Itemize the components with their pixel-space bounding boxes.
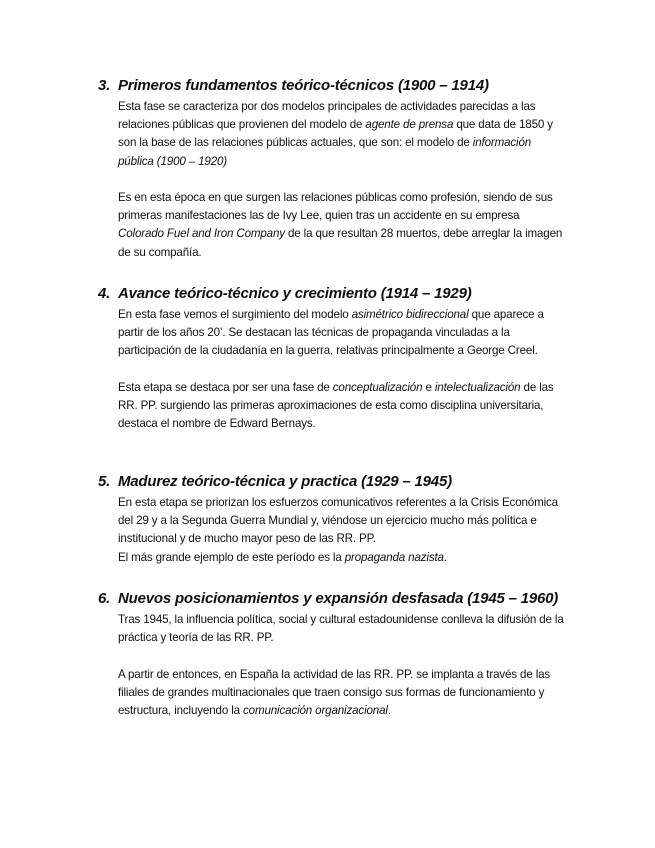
paragraph bbox=[118, 494, 568, 549]
paragraph bbox=[118, 379, 568, 434]
section-3 bbox=[98, 74, 568, 262]
text-run: que aparece a partir de los años 20’. Se destacan las técnicas de propaganda vinculadas a la participación de la ciudadanía en la guerra, relativas principalmente a George Creel. bbox=[118, 308, 544, 358]
text-run: . bbox=[387, 704, 391, 717]
text-run: e bbox=[422, 380, 435, 394]
text-run: Esta fase se caracteriza por dos modelos principales de actividades parecidas a las relaciones públicas que provienen del modelo de bbox=[118, 100, 536, 132]
text-run: . bbox=[443, 550, 447, 564]
text-run: En esta fase vemos el surgimiento del modelo bbox=[118, 308, 352, 321]
section-title: Avance teórico-técnico y crecimiento (1914 – 1929) bbox=[118, 285, 472, 302]
paragraph bbox=[118, 98, 568, 171]
section-body bbox=[118, 494, 568, 567]
text-run: que data de 1850 y son la base de las relaciones públicas actuales, que son: el modelo de bbox=[118, 118, 553, 150]
italic-text: propaganda nazista bbox=[344, 550, 444, 564]
italic-text: comunicación organizacional bbox=[243, 704, 388, 717]
text-run: Es en esta época en que surgen las relaciones públicas como profesión, siendo de sus primeras manifestaciones las de Ivy Lee, quien tras un accidente en su empresa bbox=[118, 191, 553, 223]
section-number: 6. bbox=[98, 590, 111, 607]
section-body bbox=[118, 611, 568, 720]
section-6 bbox=[98, 587, 568, 720]
paragraph bbox=[118, 549, 568, 567]
section-number: 5. bbox=[98, 473, 111, 490]
italic-text: información pública (1900 – 1920) bbox=[118, 136, 532, 168]
paragraph bbox=[118, 666, 568, 721]
text-run: Esta etapa se destaca por ser una fase de bbox=[118, 380, 333, 394]
text-run: Tras 1945, la influencia política, social y cultural estadounidense conlleva la difusión de la práctica y teoría de las RR. PP. bbox=[118, 613, 564, 645]
italic-text: asimétrico bidireccional bbox=[351, 308, 469, 321]
section-number: 4. bbox=[98, 285, 111, 302]
section-heading bbox=[98, 282, 568, 306]
italic-text: agente de prensa bbox=[365, 118, 454, 132]
section-title: Primeros fundamentos teórico-técnicos (1900 – 1914) bbox=[118, 77, 489, 94]
paragraph bbox=[118, 611, 568, 647]
section-4 bbox=[98, 282, 568, 433]
text-run: de las RR. PP. surgiendo las primeras aproximaciones de esta como disciplina universitaria, destaca el nombre de Edward Bernays. bbox=[118, 380, 554, 431]
italic-text: Colorado Fuel and Iron Company bbox=[118, 227, 285, 241]
section-heading bbox=[98, 470, 568, 494]
text-run: de la que resultan 28 muertos, debe arreglar la imagen de su compañía. bbox=[118, 227, 563, 259]
section-body bbox=[118, 306, 568, 433]
text-run: El más grande ejemplo de este período es la bbox=[118, 550, 345, 564]
section-5 bbox=[98, 470, 568, 567]
paragraph bbox=[118, 189, 568, 262]
paragraph bbox=[118, 306, 568, 361]
text-run: A partir de entonces, en España la actividad de las RR. PP. se implanta a través de las filiales de grandes multinacionales que traen consigo sus formas de funcionamiento y estructura, incluyendo la bbox=[118, 667, 551, 717]
text-run: En esta etapa se priorizan los esfuerzos comunicativos referentes a la Crisis Económica del 29 y a la Segunda Guerra Mundial y, viéndose un ejercicio mucho más política e institucional y de mucho mayor peso de las RR. PP. bbox=[118, 496, 558, 546]
section-heading bbox=[98, 587, 568, 611]
section-heading bbox=[98, 74, 568, 98]
section-title: Nuevos posicionamientos y expansión desfasada (1945 – 1960) bbox=[118, 590, 559, 607]
italic-text: conceptualización bbox=[332, 380, 423, 394]
section-body bbox=[118, 98, 568, 262]
section-title: Madurez teórico-técnica y practica (1929 – 1945) bbox=[118, 473, 452, 490]
italic-text: intelectualización bbox=[434, 380, 521, 394]
section-number: 3. bbox=[98, 77, 111, 94]
